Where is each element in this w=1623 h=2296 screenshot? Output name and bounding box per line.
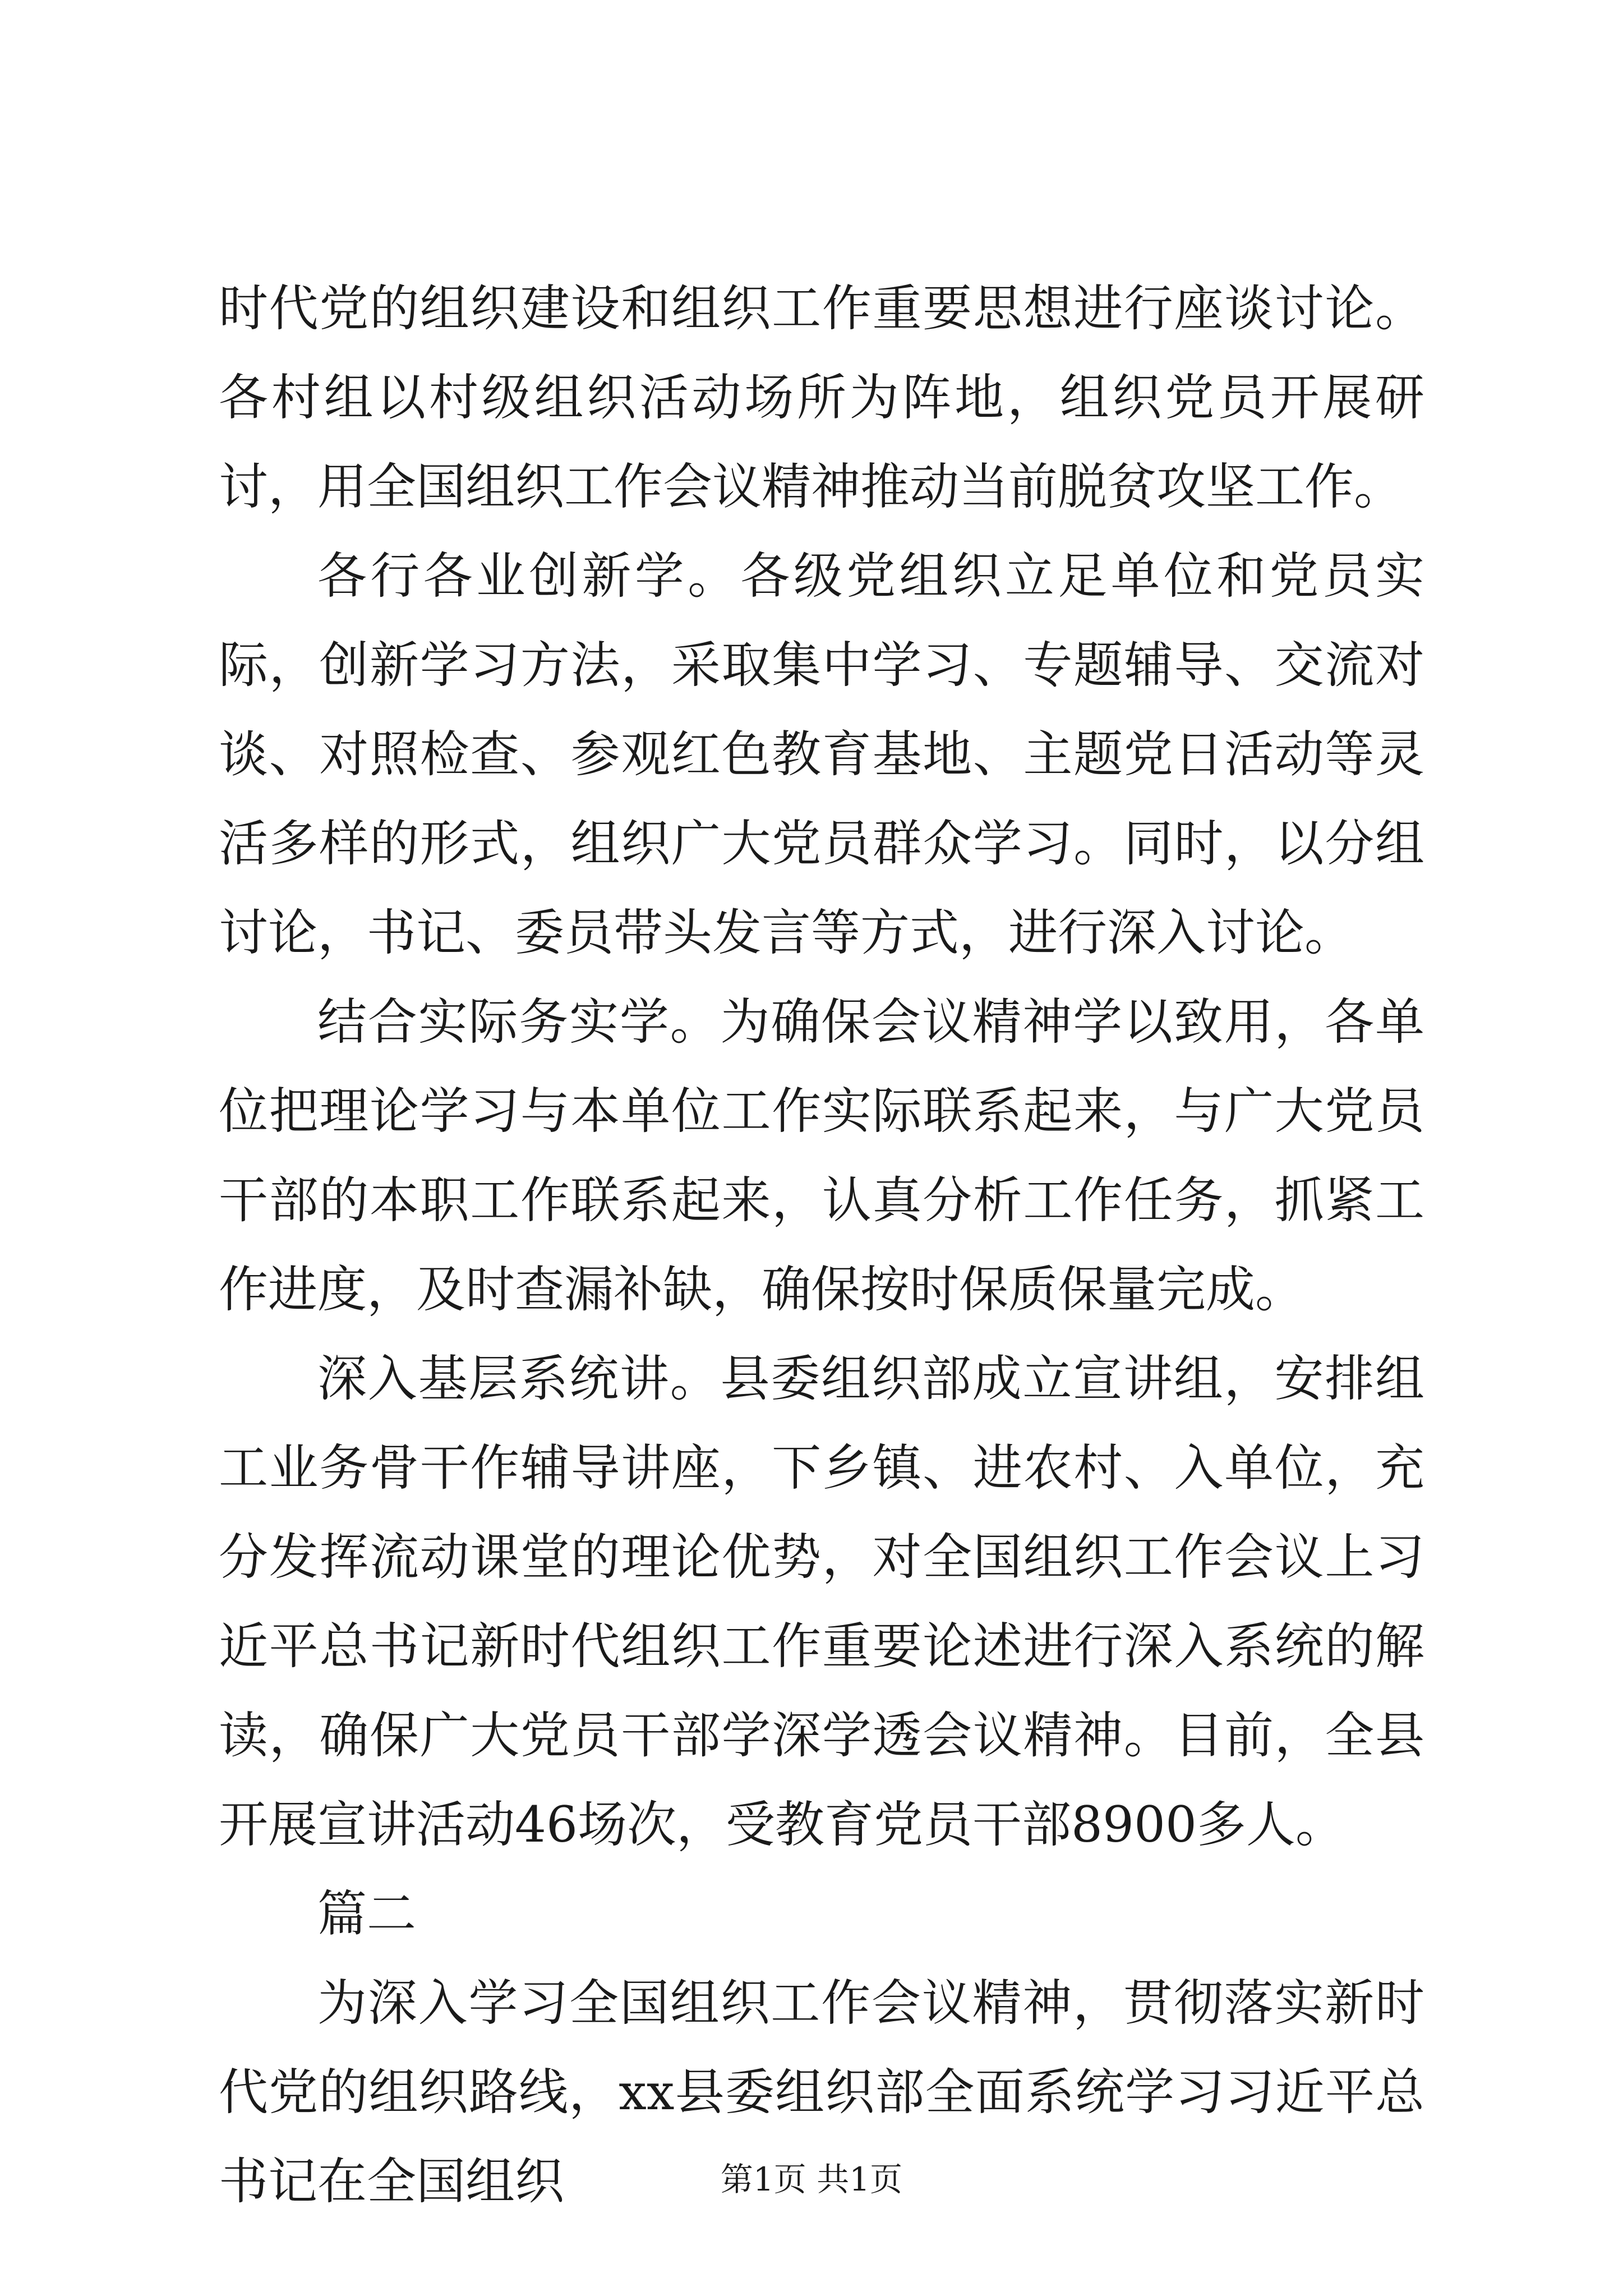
section-heading: 篇二 xyxy=(317,1885,417,1943)
paragraph-1: 时代党的组织建设和组织工作重要思想进行座谈讨论。各村组以村级组织活动场所为阵地，组织党员开展研讨，用全国组织工作会议精神推动当前脱贫攻坚工作。 xyxy=(219,279,1424,516)
paragraph-3: 结合实际务实学。为确保会议精神学以致用，各单位把理论学习与本单位工作实际联系起来，与广大党员干部的本职工作联系起来，认真分析工作任务，抓紧工作进度，及时查漏补缺，确保按时保质保量完成。 xyxy=(219,993,1424,1318)
paragraph-4: 深入基层系统讲。县委组织部成立宣讲组，安排组工业务骨干作辅导讲座，下乡镇、进农村、入单位，充分发挥流动课堂的理论优势，对全国组织工作会议上习近平总书记新时代组织工作重要论述进行深入系统的解读，确保广大党员干部学深学透会议精神。目前，全县开展宣讲活动46场次，受教育党员干部8900多人。 xyxy=(219,1350,1424,1853)
paragraph-2: 各行各业创新学。各级党组织立足单位和党员实际，创新学习方法，采取集中学习、专题辅导、交流对谈、对照检查、参观红色教育基地、主题党日活动等灵活多样的形式，组织广大党员群众学习。同时，以分组讨论，书记、委员带头发言等方式，进行深入讨论。 xyxy=(219,547,1424,961)
document-body xyxy=(219,264,1424,2226)
paragraph-5: 为深入学习全国组织工作会议精神，贯彻落实新时代党的组织路线，xx县委组织部全面系统学习习近平总书记在全国组织 xyxy=(219,1974,1424,2210)
page-footer: 第1页 共1页 xyxy=(720,2160,903,2198)
